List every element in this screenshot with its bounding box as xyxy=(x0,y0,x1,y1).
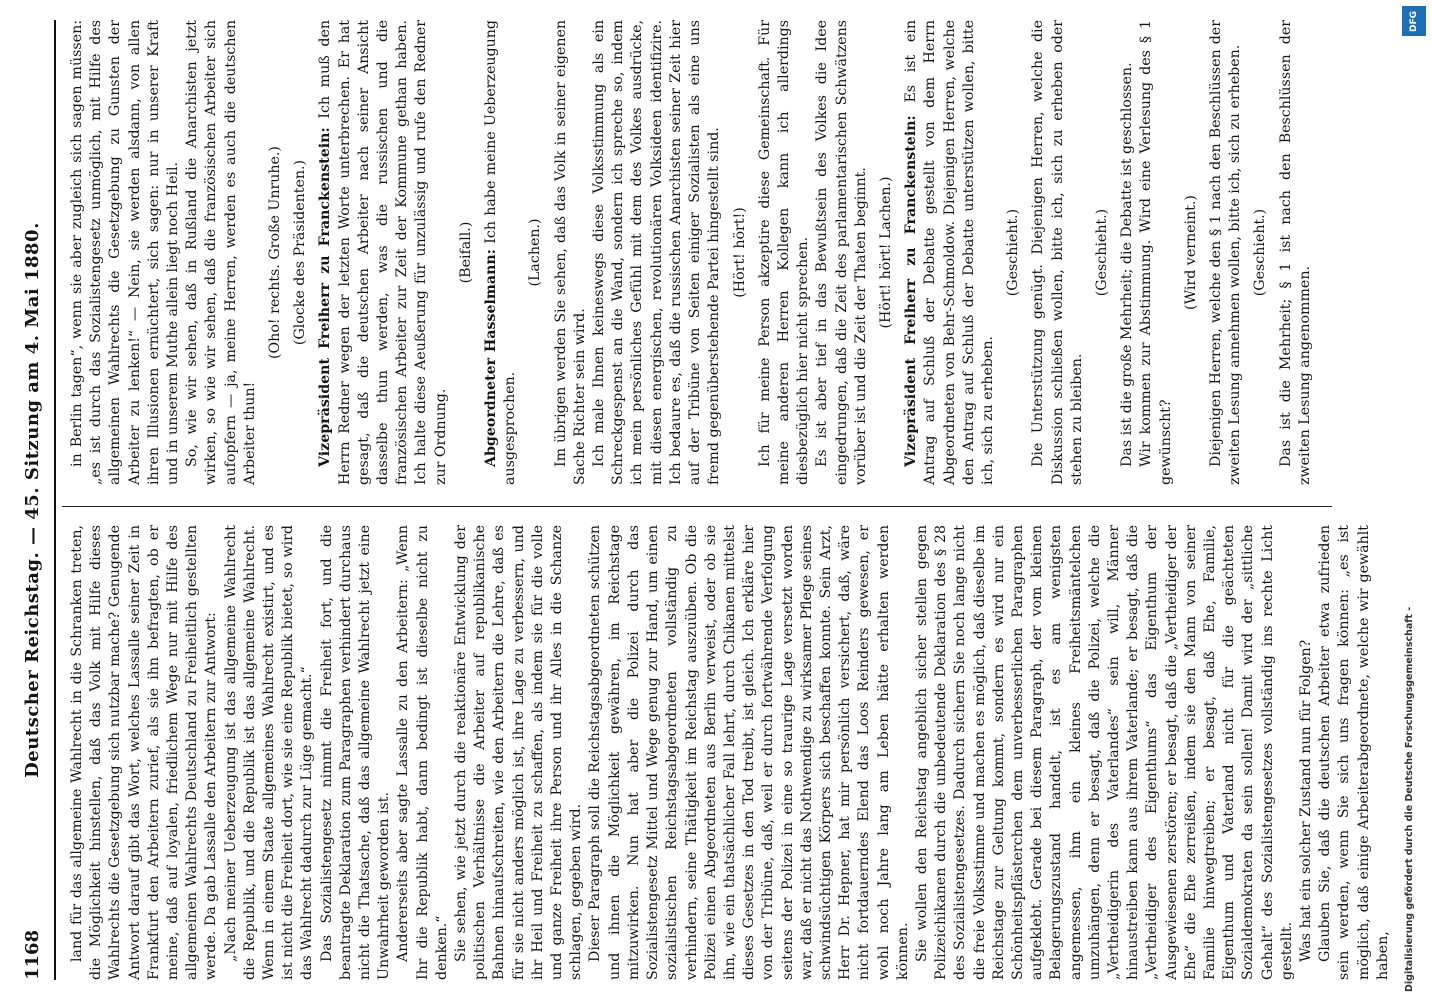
side-strip xyxy=(1398,0,1432,1000)
paragraph: Was hat ein solcher Zustand nun für Folgen? xyxy=(1298,639,1314,962)
paragraph: Wir kommen zur Abstimmung. Wird eine Verlesung des § 1 gewünscht? xyxy=(1138,20,1174,485)
paragraph: „Nach meiner Ueberzeugung ist das allgemeine Wahlrecht die Republik, und die Republik ist das allgemeine Wahlrecht. Wenn in einem Staate allgemeines Wahlrecht existirt, und es ist nicht die Freiheit dort, wie sie eine Republik bietet, so wird das Wahlrecht dadurch zur Lüge gemacht.“ xyxy=(222,525,316,980)
paragraph: Andererseits aber sagte Lassalle zu den Arbeitern: „Wenn Ihr die Republik habt, dann bedingt ist dieselbe nicht zu denken.“ xyxy=(395,525,450,980)
paragraph: So, wie wir sehen, daß in Rußland die Anarchisten jetzt wirken, so wie wir sehen, daß die französischen Arbeiter sich aufopfern — ja, meine Herren, werden es auch die deutschen Arbeiter thun! xyxy=(184,20,258,485)
left-column xyxy=(68,525,1391,980)
stage-direction: (Beifall.) xyxy=(457,221,474,284)
paragraph: Es ist aber tief in das Bewußtsein des Volkes die Idee eingedrungen, daß die Zeit des parlamentarischen Schwätzens vorüber ist und die Zeit der Thaten beginnt. xyxy=(814,20,869,485)
stage-direction: (Glocke des Präsidenten.) xyxy=(292,159,309,346)
stage-direction: (Lachen.) xyxy=(527,218,544,287)
right-column xyxy=(68,20,1328,485)
paragraph: Die Unterstützung genügt. Diejenigen Herren, welche die Diskussion schließen wollen, bitte ich, sich zu erheben oder stehen zu bleiben. xyxy=(1030,20,1085,485)
stage-direction: (Hört! hört!) xyxy=(731,207,748,298)
paragraph: in Berlin tagen“, wenn sie aber zugleich sich sagen müssen: „es ist durch das Sozialistengesetz unmöglich, mit Hilfe des allgemeinen Wahlrechts die Gesetzgebung zu Gunsten der Arbeiter zu lenken!“ — Nein, sie werden alsdann, von allen ihren Illusionen ernüchtert, sich sagen: nur in unserer Kraft und in unserem Muthe allein liegt noch Heil. xyxy=(69,20,182,485)
stage-direction: (Wird verneint.) xyxy=(1182,195,1199,310)
paragraph: Im übrigen werden Sie sehen, daß das Volk in seiner eigenen Sache Richter sein wird. xyxy=(552,20,588,485)
page-number: 1168 xyxy=(22,929,43,980)
speech-paragraph xyxy=(482,20,520,485)
speech-text: Ich habe meine Ueberzeugung ausgesprochen. xyxy=(483,20,519,485)
paragraph: Das Sozialistengesetz nimmt die Freiheit fort, und die beantragte Deklaration zum Paragraphen verhindert durchaus nicht die Thatsache, daß das allgemeine Wahlrecht jetzt eine Unwahrheit geworden ist. xyxy=(318,525,393,980)
paragraph: Sie wollen den Reichstag angeblich sicher stellen gegen Polizeichikanen durch die unbedeutende Deklaration des § 28 des Sozialistengesetzes. Dadurch sichern Sie noch lange nicht die freie Volksstimme und machen es möglich, daß dieselbe im Reichstage zur Geltung kommt, sondern es wird nur ein Schönheitspflästerchen dem unverbesserlichen Paragraphen aufgeklebt. Gerade bei diesem Paragraph, der vom kleinen Belagerungszustand handelt, ist es am wenigsten angemessen, ihm ein kleines Freiheitsmäntelchen umzuhängen, denn er besagt, daß die Polizei, welche die „Vertheidigerin des Vaterlandes“ sein will, Männer hinaustreiben kann aus ihrem Vaterlande; er besagt, daß die „Vertheidiger des Eigenthums“ das Eigenthum der Ausgewiesenen zerstören; er besagt, daß die „Vertheidiger der Ehe“ die Ehe zerreißen, indem sie den Mann von seiner Familie hinwegtreiben; er besagt, daß Ehe, Familie, Eigenthum und Vaterland nicht für die geächteten Sozialdemokraten da sein sollen! Damit wird der „sittliche Gehalt“ des Sozialistengesetzes vollständig ins rechte Licht gestellt. xyxy=(913,525,1295,980)
column-divider xyxy=(62,506,1332,507)
paragraph: Ich male Ihnen keineswegs diese Volksstimmung als ein Schreckgespenst an die Wand, sondern ich spreche so, indem ich mein persönliches Gefühl mit dem des Volkes ausdrücke, mit diesen energischen, revolutionären Volksideen identifizire. Ich bedaure es, daß die russischen Anarchisten seiner Zeit hier auf der Tribüne von Seiten einiger Sozialisten als eine uns fremd gegenüberstehende Partei hingestellt sind. xyxy=(591,20,723,485)
dfg-logo: DFG xyxy=(1402,6,1426,36)
speaker-name: Abgeordneter Hasselmann: xyxy=(483,249,500,467)
page-title: Deutscher Reichstag. — 45. Sitzung am 4. Mai 1880. xyxy=(22,222,43,778)
paragraph: land für das allgemeine Wahlrecht in die Schranken treten, die Möglichkeit hinstellen, daß das Volk mit Hilfe dieses Wahlrechts die Gesetzgebung sich nutzbar mache? Genugende Antwort darauf gibt das Wort, welches Lassalle seiner Zeit in Frankfurt den Arbeitern zurief, als sie ihn befragten, ob er meine, daß auf loyalen, friedlichem Wege nur mit Hilfe des allgemeinen Wahlrechts Deutschland zu Freiheitlich gestellten werde. Da gab Lassalle den Arbeitern zur Antwort: xyxy=(69,525,220,980)
speech-text: Ich muß den Herrn Redner wegen der letzten Worte unterbrechen. Er hat gesagt, daß die deutschen Arbeiter nach seiner Ansicht dasselbe thun werden, was die russischen und die französischen Arbeiter zur Zeit der Kommune gethan haben. Ich halte diese Aeußerung für unzulässig und rufe den Redner zur Ordnung. xyxy=(317,20,449,485)
stage-direction: (Geschieht.) xyxy=(1252,208,1269,297)
stage-direction: (Geschieht.) xyxy=(1093,208,1110,297)
paragraph: Das ist die große Mehrheit; die Debatte ist geschlossen. xyxy=(1119,62,1136,467)
paragraph: Sie sehen, wie jetzt durch die reaktionäre Entwicklung der politischen Verhältnisse die Arbeiter auf republikanische Bahnen hinaufschreiten, wie den Arbeitern die Lehre, daß es für sie nicht anders möglich ist, ihre Lage zu verbessern, und ihr Heil und Freiheit zu schaffen, als indem sie für die volle und ganze Freiheit ihre Person und ihr Alles in die Schanze schlagen, gegeben wird. xyxy=(453,525,585,980)
paragraph: Dieser Paragraph soll die Reichstagsabgeordneten schützen und ihnen die Möglichkeit gewähren, im Reichstage mitzuwirken. Nun hat aber die Polizei durch das Sozialistengesetz Mittel und Wege genug zur Hand, um einen sozialistischen Reichstagsabgeordneten vollständig zu verhindern, seine Thätigkeit im Reichstag auszuüben. Ob die Polizei einen Abgeordneten aus Berlin verweist, oder ob sie ihn, wie ein thatsächlicher Fall lehrt, durch Chikanen mittelst dieses Gesetzes in den Tod treibt, ist gleich. Ich erkläre hier von der Tribüne, daß, weil er durch fortwährende Verfolgung seitens der Polizei in eine so traurige Lage versetzt worden war, daß er nicht das Nothwendige zu wirksamer Pflege seines schwindsüchtigen Körpers sich beschaffen konnte. Sein Arzt, Herr Dr. Hepner, hat mir persönlich versichert, daß, wäre nicht fortdauerndes Elend das Loos Reinders gewesen, er wohl noch Jahre lang am Leben hätte erhalten werden können. xyxy=(587,525,911,980)
digitization-credit: Digitalisierung gefördert durch die Deutsche Forschungsgemeinschaft - xyxy=(1404,606,1415,992)
stage-direction: (Hört! hört! Lachen.) xyxy=(877,176,894,329)
stage-direction: (Oho! rechts. Große Unruhe.) xyxy=(267,146,284,359)
speech-paragraph xyxy=(316,20,450,485)
paragraph: Glauben Sie, daß die deutschen Arbeiter etwa zufrieden sein werden, wenn Sie sich uns fragen können: „es ist möglich, daß einige Arbeiterabgeordnete, welche wir gewählt haben, xyxy=(1317,525,1391,980)
speaker-name: Vizepräsident Freiherr zu Franckenstein: xyxy=(317,127,334,467)
speaker-name: Vizepräsident Freiherr zu Franckenstein: xyxy=(903,115,920,467)
stage-direction: (Geschieht.) xyxy=(1005,208,1022,297)
speech-text: Es ist ein Antrag auf Schluß der Debatte gestellt von dem Herrn Abgeordneten von Behr-Schmoldow. Diejenigen Herren, welche den Antrag auf Schluß der Debatte unterstützen wollen, bitte ich, sich zu erheben. xyxy=(903,20,996,485)
page-header xyxy=(8,20,56,980)
speech-paragraph xyxy=(902,20,998,485)
paragraph: Diejenigen Herren, welche den § 1 nach den Beschlüssen der zweiten Lesung annehmen wollen, bitte ich, sich zu erheben. xyxy=(1207,20,1244,485)
paragraph: Das ist die Mehrheit; § 1 ist nach den Beschlüssen der zweiten Lesung angenommen. xyxy=(1277,20,1313,485)
paragraph: Ich für meine Person akzeptire diese Gemeinschaft. Für meine anderen Herren Kollegen kann ich allerdings diesbezüglich hier nicht sprechen. xyxy=(756,20,812,485)
